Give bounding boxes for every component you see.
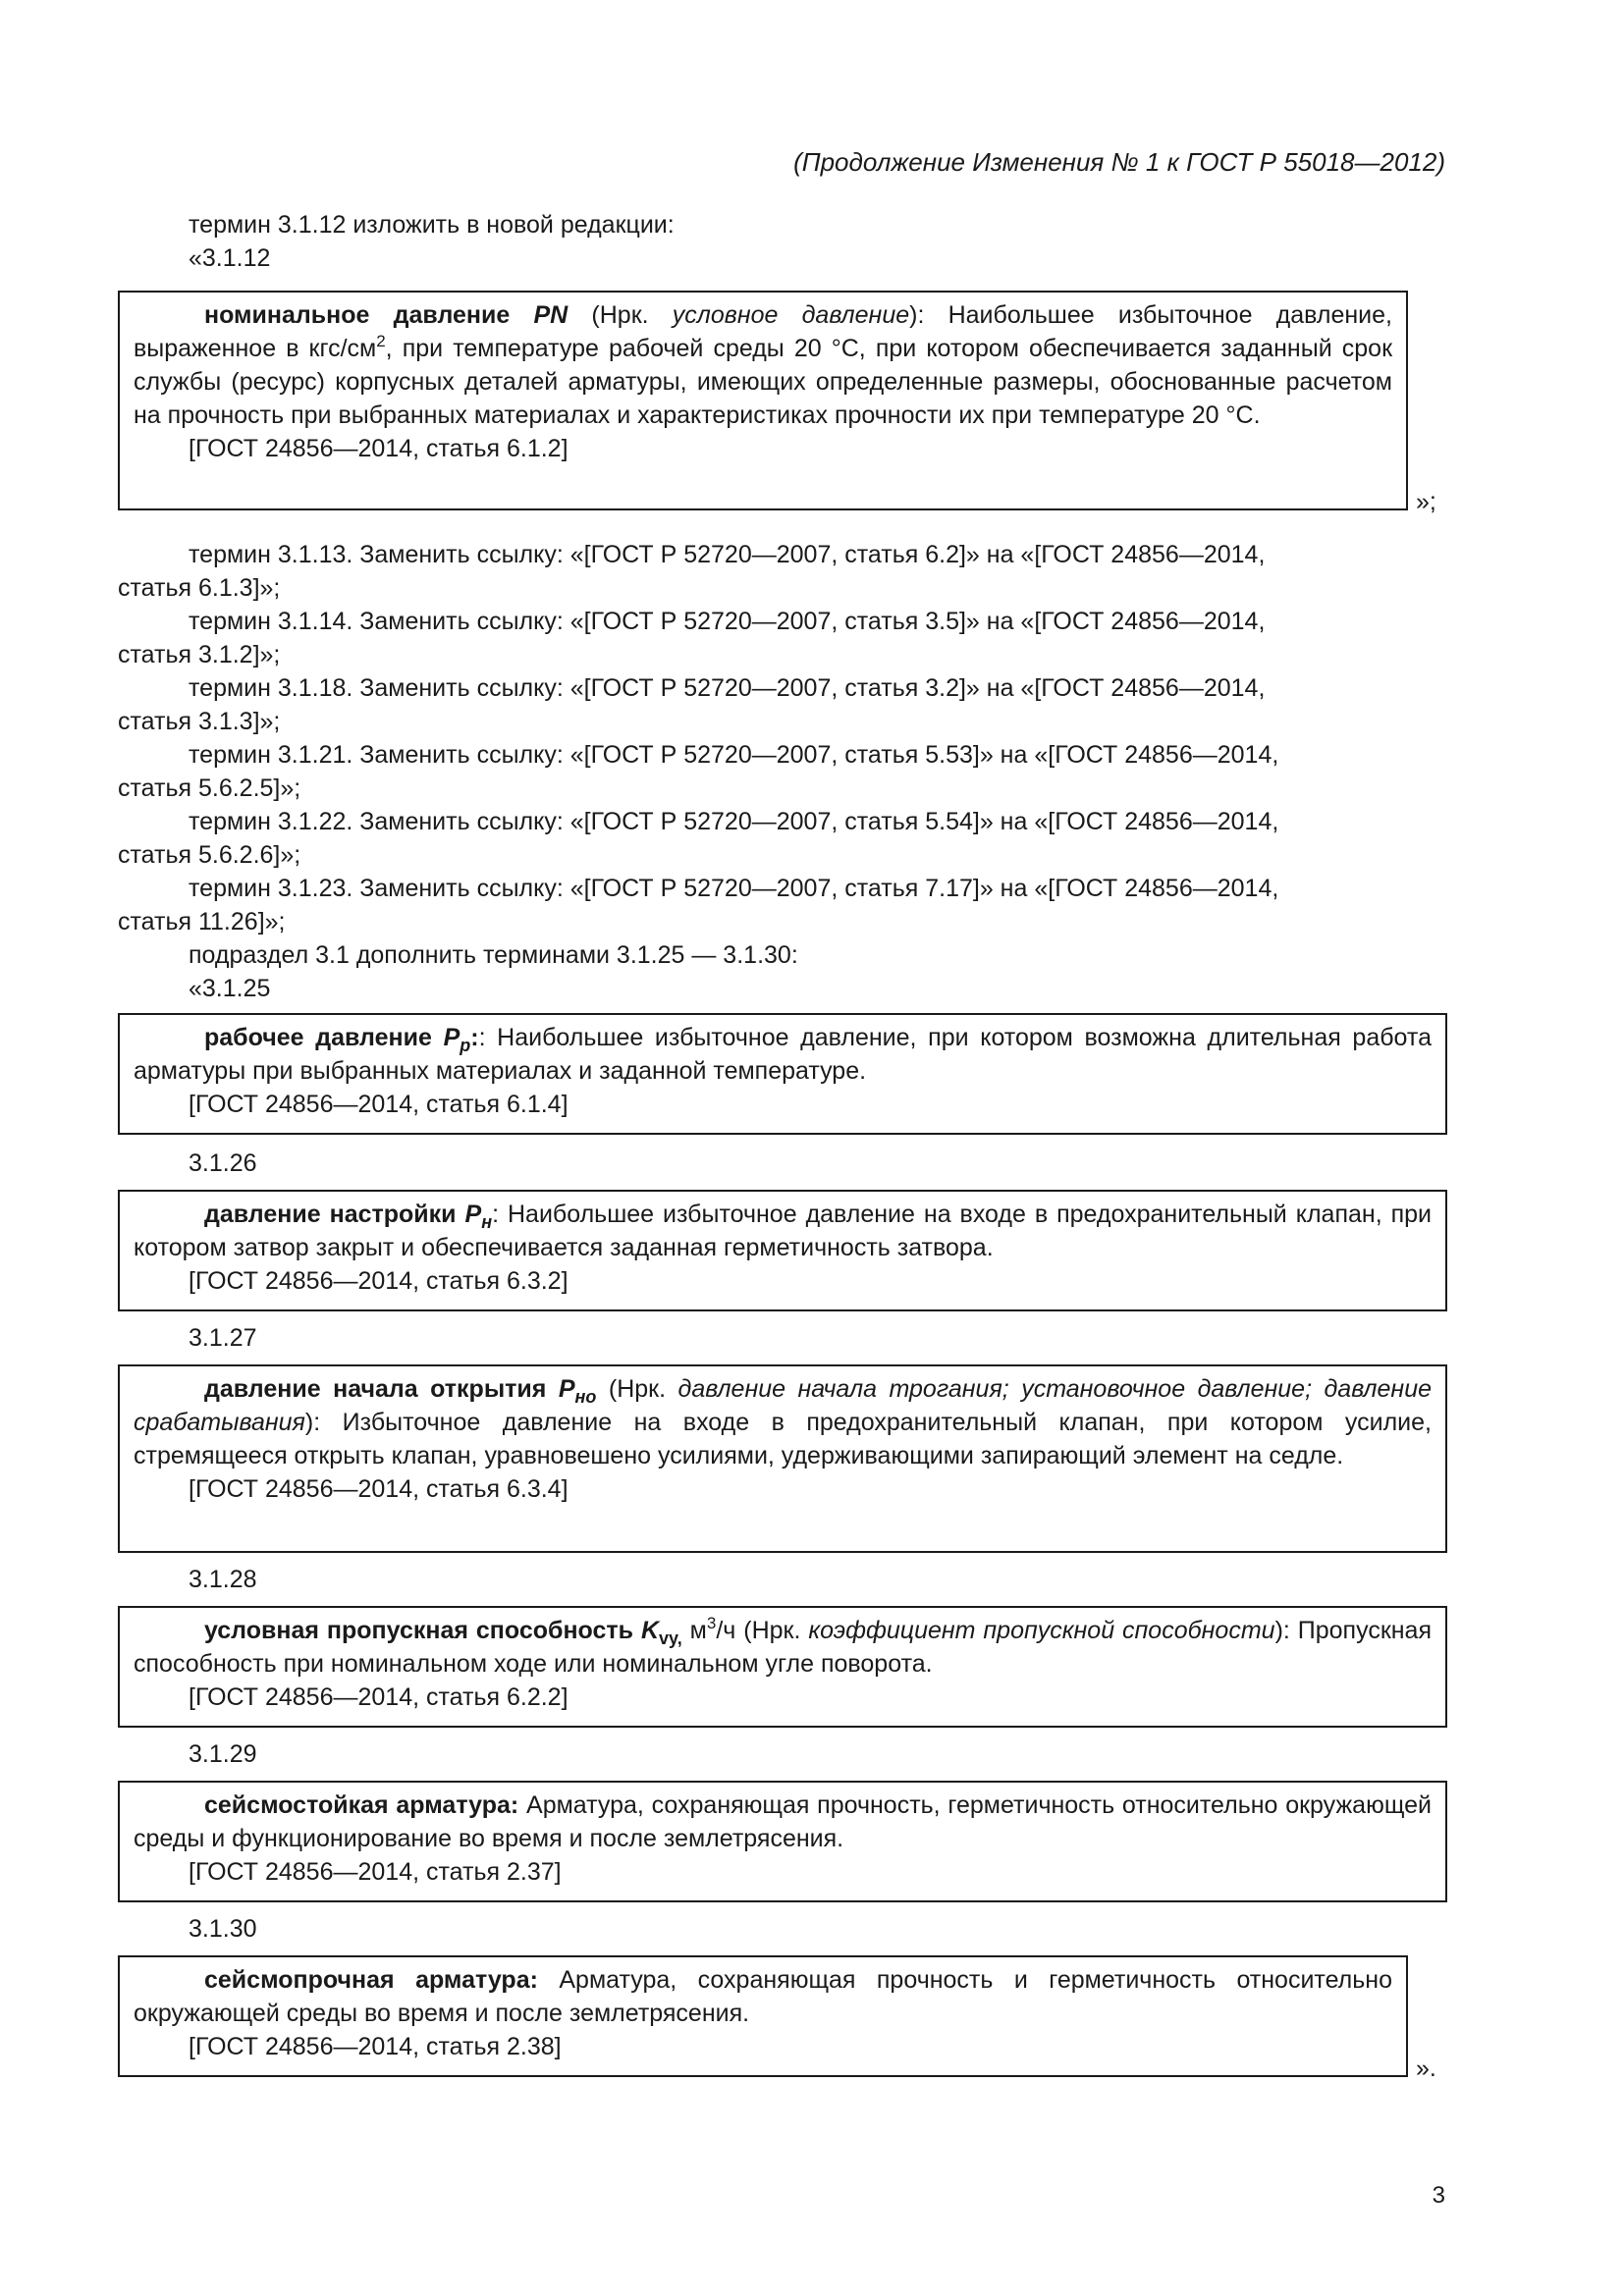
unit-superscript: 3 — [706, 1614, 717, 1632]
symbol-subscript: но — [574, 1387, 597, 1407]
term-number-3-1-30: 3.1.30 — [189, 1915, 257, 1943]
source-reference: [ГОСТ 24856—2014, статья 2.38] — [189, 2033, 562, 2060]
symbol-subscript: н — [481, 1212, 493, 1232]
replacement-continuation: статья 3.1.3]»; — [118, 708, 281, 735]
replacement-continuation: статья 11.26]»; — [118, 908, 286, 935]
nrk-term: условное давление — [672, 301, 910, 329]
symbol-subscript: vy, — [659, 1629, 682, 1648]
page-number: 3 — [1432, 2182, 1445, 2209]
term-definition — [134, 1198, 1432, 1264]
replacement-list — [118, 538, 1443, 1005]
term-box-3-1-29 — [118, 1781, 1447, 1902]
quote-closer: »; — [1416, 488, 1436, 515]
term-name: сейсмопрочная арматура: — [204, 1966, 538, 1994]
term-box-3-1-25 — [118, 1013, 1447, 1135]
term-symbol: K — [640, 1617, 660, 1644]
definition-text: ): Избыточное давление на входе в предохранительный клапан, при котором усилие, стремящееся открыть клапан, уравновешено усилиями, удерживающими запирающий элемент на седле. — [134, 1409, 1432, 1469]
term-name: давление начала открытия — [204, 1375, 547, 1403]
term-number-3-1-27: 3.1.27 — [189, 1324, 257, 1352]
replacement-continuation: статья 5.6.2.6]»; — [118, 841, 301, 869]
term-number-3-1-12: «3.1.12 — [189, 244, 271, 272]
term-symbol: P — [464, 1201, 482, 1228]
source-reference: [ГОСТ 24856—2014, статья 6.3.2] — [189, 1267, 568, 1295]
definition-text: : Наибольшее избыточное давление на входе в предохранительный клапан, при котором затвор закрыт и обеспечивается заданная герметичность затвора. — [134, 1201, 1432, 1261]
nrk-prefix: (Нрк. — [596, 1375, 678, 1403]
replacement-line: термин 3.1.18. Заменить ссылку: «[ГОСТ Р 52720—2007, статья 3.2]» на «[ГОСТ 24856—2014, — [189, 674, 1266, 702]
replacement-continuation: статья 5.6.2.5]»; — [118, 774, 301, 802]
term-number-3-1-29: 3.1.29 — [189, 1740, 257, 1768]
nrk-term: коэффициент пропускной способности — [808, 1617, 1275, 1644]
superscript: 2 — [376, 332, 386, 350]
term-symbol: P — [558, 1375, 575, 1403]
definition-text: Арматура, сохраняющая прочность и герметичность относительно окружающей среды во время и после землетрясения. — [134, 1966, 1392, 2027]
nrk-term: давление начала трогания; установочное давление; давление срабатывания — [134, 1375, 1432, 1436]
source-reference: [ГОСТ 24856—2014, статья 6.1.4] — [189, 1091, 568, 1118]
running-header: (Продолжение Изменения № 1 к ГОСТ Р 55018—2012) — [793, 147, 1445, 177]
term-name: номинальное давление — [204, 301, 511, 329]
term-symbol: P — [443, 1024, 460, 1051]
term-box-3-1-12 — [118, 291, 1408, 510]
definition-part-a: ): Наибольшее избыточное давление, выраженное в кгс/см — [134, 301, 1392, 362]
subsection-line: подраздел 3.1 дополнить терминами 3.1.25 — 3.1.30: — [189, 941, 798, 969]
term-number-3-1-28: 3.1.28 — [189, 1566, 257, 1593]
definition-text: ): Пропускная способность при номинальном ходе или номинальном угле поворота. — [134, 1617, 1432, 1678]
replacement-continuation: статья 6.1.3]»; — [118, 574, 281, 602]
source-reference: [ГОСТ 24856—2014, статья 6.3.4] — [189, 1475, 568, 1503]
term-box-3-1-28 — [118, 1606, 1447, 1728]
term-definition — [134, 1614, 1432, 1681]
term-name: давление настройки — [204, 1201, 457, 1228]
term-definition — [134, 1372, 1432, 1472]
term-definition — [134, 1963, 1392, 2030]
term-name: сейсмостойкая арматура: — [204, 1791, 519, 1819]
replacement-line: термин 3.1.23. Заменить ссылку: «[ГОСТ Р 52720—2007, статья 7.17]» на «[ГОСТ 24856—2014, — [189, 875, 1279, 902]
source-reference: [ГОСТ 24856—2014, статья 6.2.2] — [189, 1683, 568, 1711]
term-box-3-1-26 — [118, 1190, 1447, 1311]
term-box-3-1-27 — [118, 1364, 1447, 1553]
term-name: условная пропускная способность — [204, 1617, 634, 1644]
symbol-subscript: р — [460, 1036, 471, 1055]
term-symbol: PN — [533, 301, 568, 329]
replacement-line: термин 3.1.14. Заменить ссылку: «[ГОСТ Р 52720—2007, статья 3.5]» на «[ГОСТ 24856—2014, — [189, 608, 1266, 635]
term-name: рабочее давление — [204, 1024, 432, 1051]
term-number-3-1-25: «3.1.25 — [189, 975, 271, 1002]
replacement-continuation: статья 3.1.2]»; — [118, 641, 281, 668]
term-box-3-1-30 — [118, 1955, 1408, 2077]
intro-line: термин 3.1.12 изложить в новой редакции: — [189, 211, 675, 239]
quote-closer: ». — [1416, 2055, 1436, 2082]
intro-text — [118, 208, 1443, 275]
replacement-line: термин 3.1.22. Заменить ссылку: «[ГОСТ Р 52720—2007, статья 5.54]» на «[ГОСТ 24856—2014, — [189, 808, 1279, 835]
definition-text: : Наибольшее избыточное давление, при котором возможна длительная работа арматуры при выбранных материалах и заданной температуре. — [134, 1024, 1432, 1085]
nrk-prefix: (Нрк. — [568, 301, 673, 329]
definition-colon: : — [470, 1024, 479, 1051]
replacement-line: термин 3.1.13. Заменить ссылку: «[ГОСТ Р 52720—2007, статья 6.2]» на «[ГОСТ 24856—2014, — [189, 541, 1266, 568]
definition-part-b: , при температуре рабочей среды 20 °С, при котором обеспечивается заданный срок службы (ресурс) корпусных деталей арматуры, имеющих определенные размеры, обоснованные расчетом на прочность при выбранных материалах и характеристиках прочности их при температуре 20 °С. — [134, 335, 1393, 429]
term-definition — [134, 1021, 1432, 1088]
unit-text: м — [681, 1617, 707, 1644]
unit-text-rest: /ч (Нрк. — [716, 1617, 809, 1644]
term-definition — [134, 298, 1392, 432]
term-definition — [134, 1789, 1432, 1855]
source-reference: [ГОСТ 24856—2014, статья 2.37] — [189, 1858, 562, 1886]
definition-text: Арматура, сохраняющая прочность, герметичность относительно окружающей среды и функционирование во время и после землетрясения. — [134, 1791, 1432, 1852]
term-number-3-1-26: 3.1.26 — [189, 1149, 257, 1177]
source-reference: [ГОСТ 24856—2014, статья 6.1.2] — [189, 435, 568, 462]
replacement-line: термин 3.1.21. Заменить ссылку: «[ГОСТ Р 52720—2007, статья 5.53]» на «[ГОСТ 24856—2014, — [189, 741, 1279, 769]
